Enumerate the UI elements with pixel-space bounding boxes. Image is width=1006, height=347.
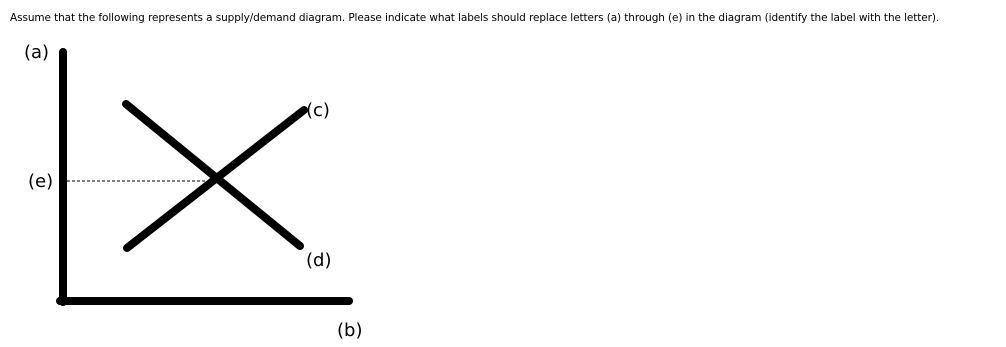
label-a: (a) <box>24 42 50 63</box>
question-text: Assume that the following represents a supply/demand diagram. Please indicate what labels should replace letters (a) through (e) in the diagram (identify the label with the letter). <box>10 12 940 24</box>
label-c: (c) <box>306 100 330 121</box>
label-b: (b) <box>337 320 363 341</box>
label-e: (e) <box>28 171 54 192</box>
label-d: (d) <box>306 250 332 271</box>
